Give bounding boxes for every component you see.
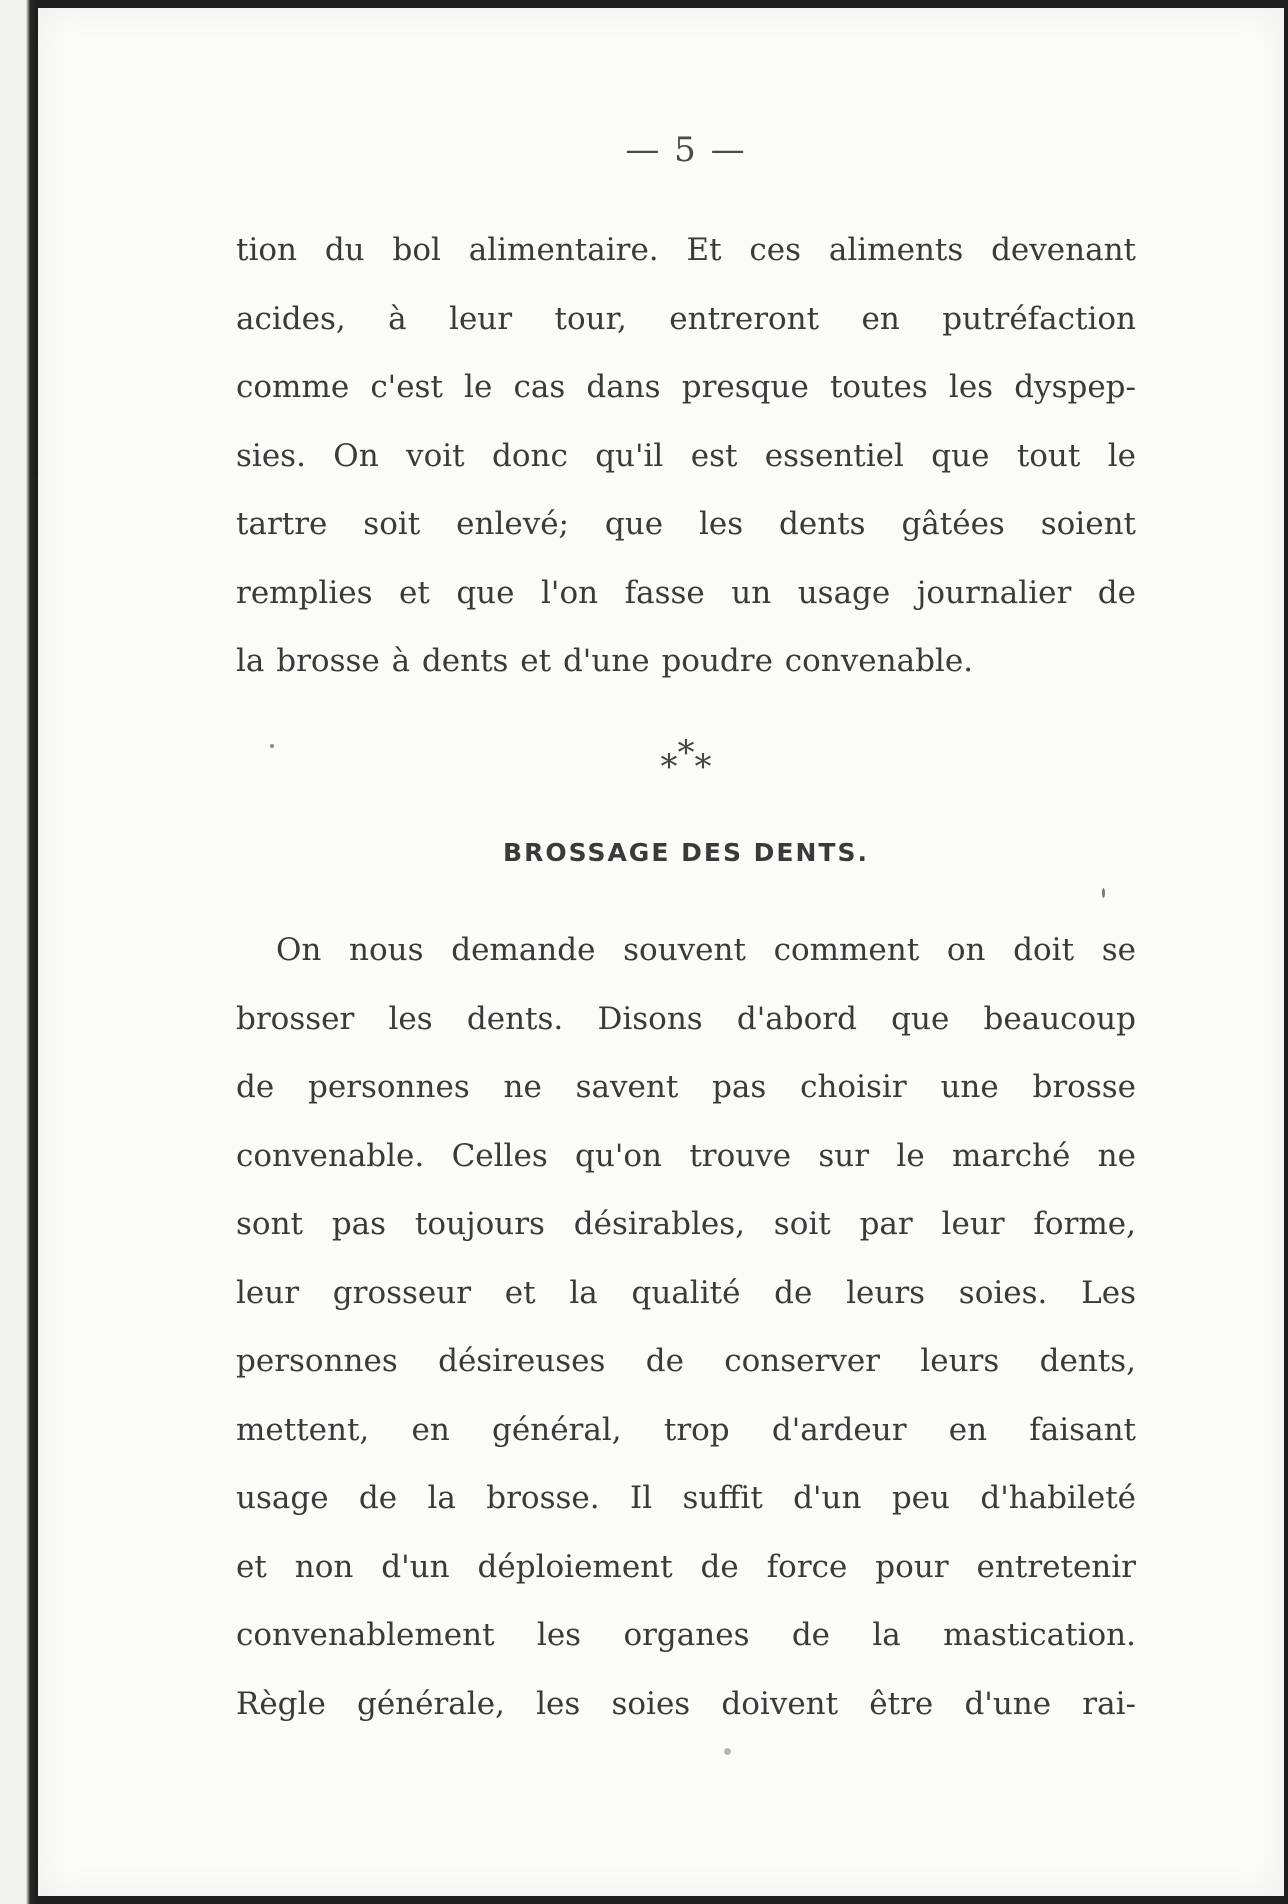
text-line: convenable. Celles qu'on trouve sur le marché ne [236, 1137, 1136, 1174]
asterism-separator [236, 733, 1136, 787]
paper-speck [724, 1748, 731, 1755]
text-line: de personnes ne savent pas choisir une brosse [236, 1069, 1136, 1105]
paper-speck [270, 744, 274, 748]
text-line: sont pas toujours désirables, soit par leur forme, [236, 1206, 1136, 1242]
text-line: brosser les dents. Disons d'abord que beaucoup [236, 1000, 1136, 1037]
text-line: convenablement les organes de la mastication. [236, 1617, 1136, 1653]
asterisk: * [694, 747, 712, 787]
text-line: Règle générale, les soies doivent être d'une rai- [236, 1685, 1136, 1722]
text-line: comme c'est le cas dans presque toutes les dyspep- [236, 369, 1136, 405]
text-line: tartre soit enlevé; que les dents gâtées soient [236, 506, 1136, 542]
paragraph-brossage [236, 916, 1136, 1738]
text-line: On nous demande souvent comment on doit se [276, 932, 1136, 968]
left-page-edge [0, 0, 38, 1904]
text-line: la brosse à dents et d'une poudre convenable. [236, 643, 974, 679]
text-line: acides, à leur tour, entreront en putréfaction [236, 300, 1136, 337]
page-number: — 5 — [625, 130, 747, 170]
asterisk: * [677, 733, 695, 773]
text-line: mettent, en général, trop d'ardeur en faisant [236, 1411, 1136, 1448]
paragraph-continued [236, 216, 1136, 696]
text-line: leur grosseur et la qualité de leurs soies. Les [236, 1274, 1136, 1311]
paper-speck [1102, 888, 1105, 898]
text-line: sies. On voit donc qu'il est essentiel que tout le [236, 437, 1136, 474]
text-line: personnes désireuses de conserver leurs dents, [236, 1343, 1136, 1379]
text-line: remplies et que l'on fasse un usage journalier de [236, 574, 1136, 611]
text-line: usage de la brosse. Il suffit d'un peu d'habileté [236, 1480, 1136, 1516]
text-line: et non d'un déploiement de force pour entretenir [236, 1548, 1136, 1585]
text-line: tion du bol alimentaire. Et ces aliments devenant [236, 232, 1136, 268]
book-page [38, 8, 1284, 1896]
section-heading: BROSSAGE DES DENTS. [503, 838, 869, 867]
asterisk: * [660, 747, 678, 787]
